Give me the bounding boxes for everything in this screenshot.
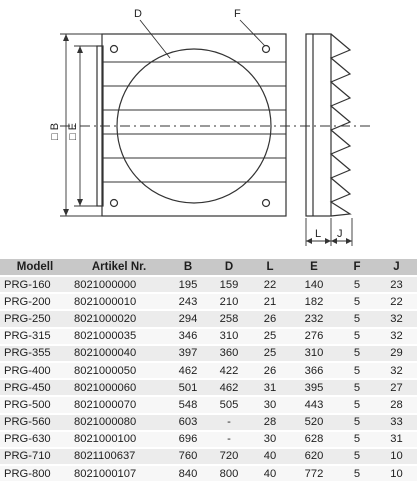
table-cell: 443 (290, 397, 338, 412)
column-header: B (168, 259, 208, 275)
table-cell: 33 (376, 415, 417, 430)
label-e: □ E (67, 122, 79, 140)
table-cell: - (208, 415, 250, 430)
table-cell: 5 (338, 277, 376, 292)
table-cell: 310 (290, 346, 338, 361)
table-cell: 8021000107 (70, 466, 168, 481)
table-cell: 5 (338, 432, 376, 447)
table-cell: 620 (290, 449, 338, 464)
table-cell: 366 (290, 363, 338, 378)
table-cell: 760 (168, 449, 208, 464)
table-cell: PRG-630 (0, 432, 70, 447)
table-header-row (0, 259, 417, 275)
table-cell: 29 (376, 346, 417, 361)
table-cell: 548 (168, 397, 208, 412)
table-cell: 5 (338, 397, 376, 412)
table-cell: 5 (338, 329, 376, 344)
table-cell: 5 (338, 346, 376, 361)
table-cell: 10 (376, 466, 417, 481)
louver-slats (103, 62, 286, 182)
table-row (0, 397, 417, 412)
table-cell: 8021000080 (70, 415, 168, 430)
table-cell: 32 (376, 363, 417, 378)
table-cell: 40 (250, 449, 290, 464)
table-row (0, 346, 417, 361)
table-cell: 195 (168, 277, 208, 292)
table-row (0, 277, 417, 292)
table-cell: 8021100637 (70, 449, 168, 464)
table-cell: 8021000010 (70, 294, 168, 309)
table-cell: 8021000070 (70, 397, 168, 412)
table-cell: 5 (338, 294, 376, 309)
table-cell: 10 (376, 449, 417, 464)
table-cell: 27 (376, 380, 417, 395)
column-header: Artikel Nr. (70, 259, 168, 275)
table-cell: 294 (168, 311, 208, 326)
table-cell: 22 (250, 277, 290, 292)
table-cell: 182 (290, 294, 338, 309)
table-cell: 520 (290, 415, 338, 430)
table-cell: 32 (376, 329, 417, 344)
table-row (0, 363, 417, 378)
side-view-louvers (331, 34, 350, 216)
screw-hole (263, 46, 270, 53)
table-cell: 840 (168, 466, 208, 481)
table-cell: 243 (168, 294, 208, 309)
label-d: D (134, 8, 142, 20)
table-row (0, 449, 417, 464)
table-cell: PRG-160 (0, 277, 70, 292)
table-cell: 397 (168, 346, 208, 361)
table-cell: 40 (250, 466, 290, 481)
table-cell: 628 (290, 432, 338, 447)
table-cell: 346 (168, 329, 208, 344)
table-cell: 232 (290, 311, 338, 326)
table-cell: - (208, 432, 250, 447)
table-cell: 696 (168, 432, 208, 447)
table-cell: 422 (208, 363, 250, 378)
table-cell: 30 (250, 397, 290, 412)
table-cell: 8021000020 (70, 311, 168, 326)
table-row (0, 294, 417, 309)
label-l: L (315, 228, 322, 240)
table-cell: 5 (338, 380, 376, 395)
table-cell: 8021000040 (70, 346, 168, 361)
table-cell: 462 (208, 380, 250, 395)
table-row (0, 329, 417, 344)
table-cell: PRG-400 (0, 363, 70, 378)
table-cell: 26 (250, 363, 290, 378)
table-cell: PRG-355 (0, 346, 70, 361)
column-header: E (290, 259, 338, 275)
table-cell: 395 (290, 380, 338, 395)
table-cell: 5 (338, 363, 376, 378)
label-f: F (234, 8, 241, 20)
table-body (0, 277, 417, 481)
column-header: J (376, 259, 417, 275)
column-header: Modell (0, 259, 70, 275)
table-cell: 5 (338, 415, 376, 430)
table-cell: 140 (290, 277, 338, 292)
label-j: J (337, 228, 343, 240)
table-cell: PRG-710 (0, 449, 70, 464)
table-cell: 22 (376, 294, 417, 309)
screw-hole (111, 200, 118, 207)
label-b: □ B (49, 122, 61, 140)
table-cell: 772 (290, 466, 338, 481)
table-cell: 360 (208, 346, 250, 361)
table-cell: PRG-250 (0, 311, 70, 326)
table-row (0, 311, 417, 326)
table-cell: 603 (168, 415, 208, 430)
table-cell: PRG-315 (0, 329, 70, 344)
specification-table (0, 257, 417, 483)
table-cell: 8021000100 (70, 432, 168, 447)
table-cell: PRG-500 (0, 397, 70, 412)
table-cell: 8021000050 (70, 363, 168, 378)
column-header: L (250, 259, 290, 275)
table-cell: 28 (376, 397, 417, 412)
table-cell: 32 (376, 311, 417, 326)
outer-frame (102, 34, 286, 216)
table-row (0, 380, 417, 395)
screw-hole (111, 46, 118, 53)
table-cell: 5 (338, 449, 376, 464)
table-row (0, 432, 417, 447)
leader-f (240, 20, 265, 46)
table-cell: 210 (208, 294, 250, 309)
table-cell: 505 (208, 397, 250, 412)
table-cell: 720 (208, 449, 250, 464)
table-cell: 28 (250, 415, 290, 430)
table-cell: 462 (168, 363, 208, 378)
table-cell: 25 (250, 346, 290, 361)
side-view-body (306, 34, 331, 216)
table-cell: 8021000000 (70, 277, 168, 292)
table-cell: 8021000035 (70, 329, 168, 344)
column-header: F (338, 259, 376, 275)
table-cell: PRG-450 (0, 380, 70, 395)
table-cell: 159 (208, 277, 250, 292)
table-cell: 23 (376, 277, 417, 292)
table-cell: 800 (208, 466, 250, 481)
table-cell: 276 (290, 329, 338, 344)
table-cell: 258 (208, 311, 250, 326)
table-cell: 31 (376, 432, 417, 447)
table-cell: 310 (208, 329, 250, 344)
table-row (0, 466, 417, 481)
table-cell: 5 (338, 466, 376, 481)
column-header: D (208, 259, 250, 275)
table-row (0, 415, 417, 430)
table-cell: 8021000060 (70, 380, 168, 395)
table-cell: 501 (168, 380, 208, 395)
leader-d (140, 20, 170, 58)
table-cell: PRG-200 (0, 294, 70, 309)
table-cell: PRG-560 (0, 415, 70, 430)
table-cell: 30 (250, 432, 290, 447)
table-cell: 25 (250, 329, 290, 344)
table-cell: PRG-800 (0, 466, 70, 481)
screw-hole (263, 200, 270, 207)
table-cell: 5 (338, 311, 376, 326)
table-cell: 21 (250, 294, 290, 309)
table-cell: 26 (250, 311, 290, 326)
table-cell: 31 (250, 380, 290, 395)
